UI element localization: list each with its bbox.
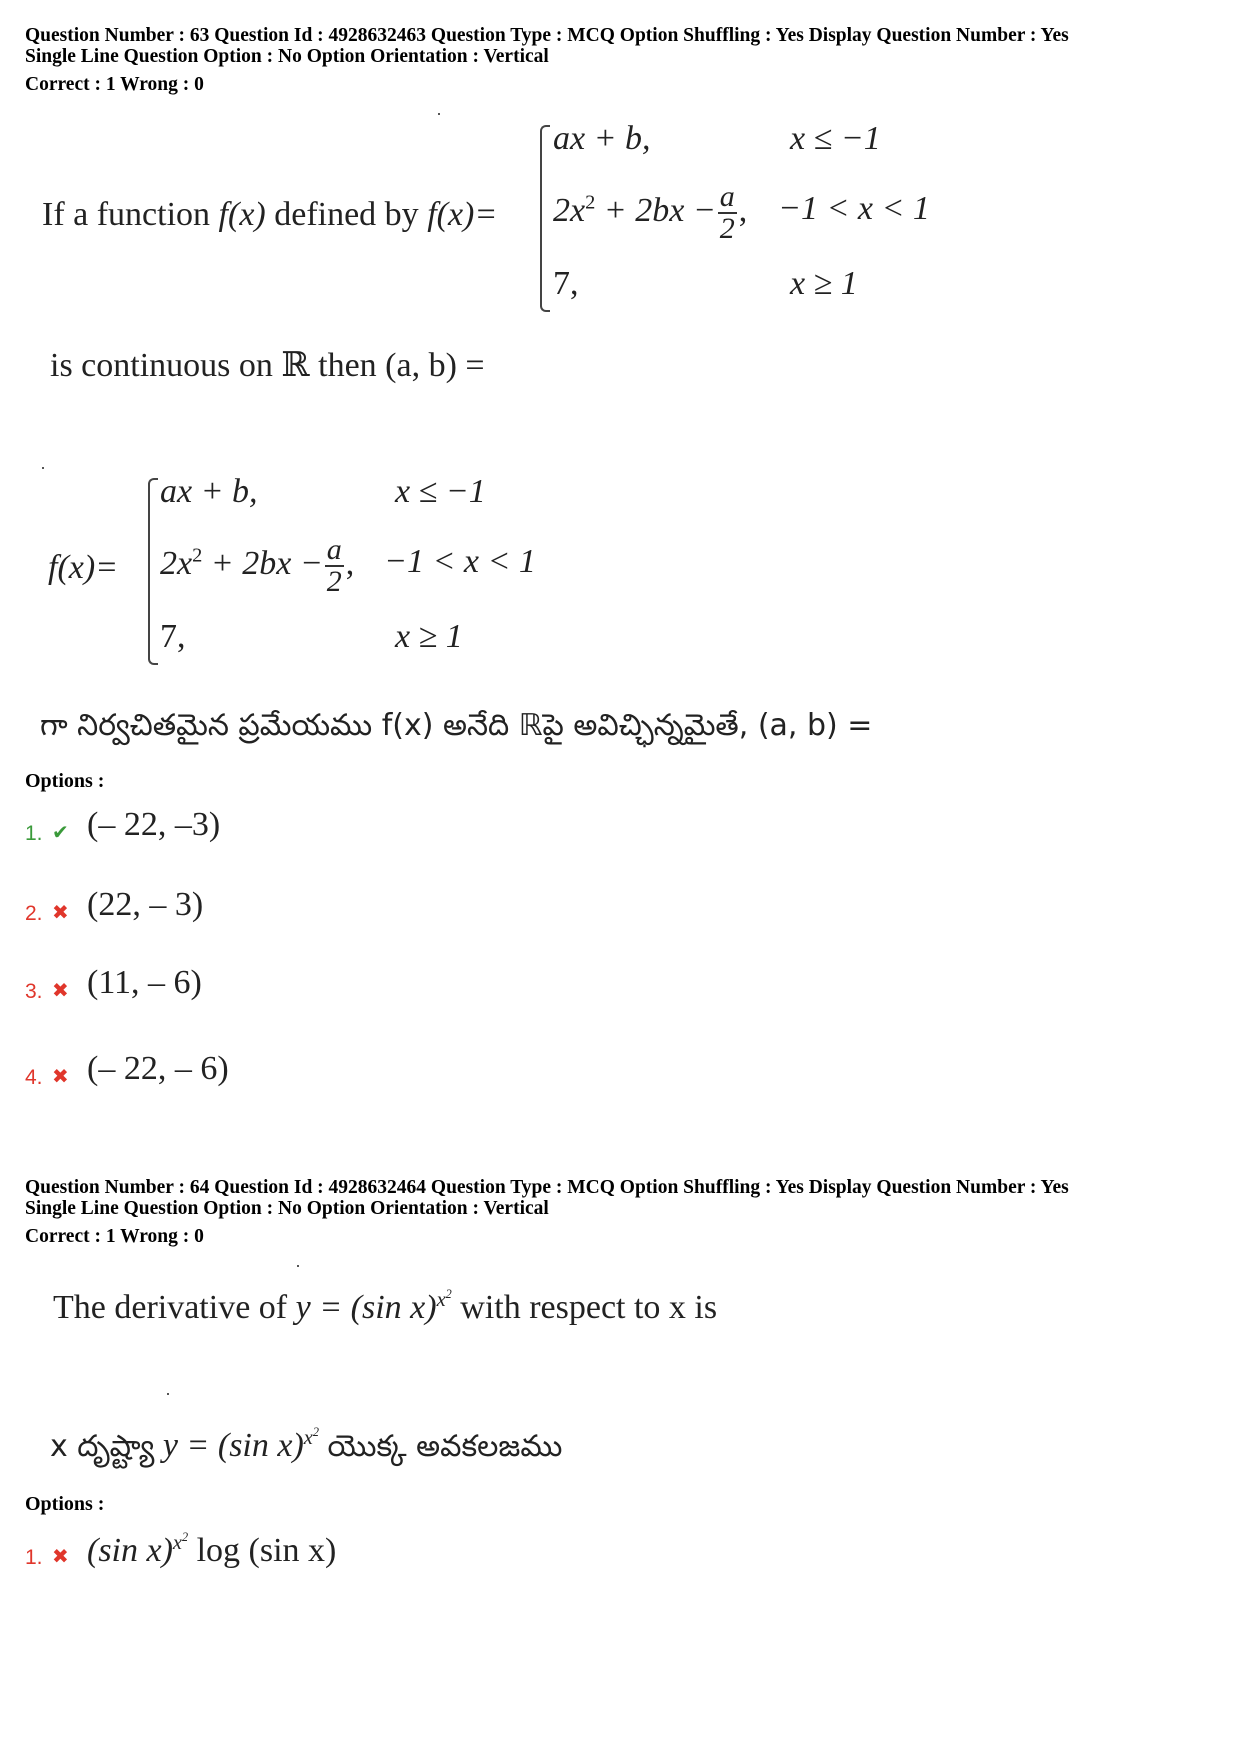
q63-te-case2-cond: −1 < x < 1 <box>384 543 536 580</box>
stray-dot <box>167 1393 169 1395</box>
frac-top: a <box>719 180 735 213</box>
q63-suffix: is continuous on ℝ then (a, b) = <box>50 347 485 384</box>
question-header <box>25 25 1215 95</box>
q64-telugu-prefix: x దృష్ట్యా <box>50 1429 155 1465</box>
q63-case2-expr <box>553 182 747 244</box>
q64-y-expr: y = (sin x) <box>295 1289 437 1327</box>
q63-te-brace <box>148 478 158 665</box>
check-icon: ✔ <box>52 820 69 844</box>
exp-sup: 2 <box>312 1425 319 1439</box>
q63-te-case2-b: + 2bx − <box>202 544 323 582</box>
question-header <box>25 1177 1215 1247</box>
q63-te-case2-sup: 2 <box>192 544 203 567</box>
exp-sup: 2 <box>181 1530 189 1544</box>
option-value: (11, – 6) <box>87 964 202 1001</box>
cross-icon: ✖ <box>52 978 69 1002</box>
header-line-1: Question Number : 63 Question Id : 4928632463 Question Type : MCQ Option Shuffling : Yes Display Question Number : Yes <box>25 25 1069 46</box>
q63-case2-cond: −1 < x < 1 <box>778 190 930 227</box>
value-b: log (sin x) <box>188 1532 337 1570</box>
question-63 <box>25 25 1215 95</box>
q63-te-case1-cond: x ≤ −1 <box>395 473 486 510</box>
q63-te-case2-end: , <box>345 544 355 582</box>
q64-text-prefix: The derivative of <box>53 1289 288 1327</box>
option-number: 1. <box>25 822 43 845</box>
frac-bottom: 2 <box>326 565 342 598</box>
stray-dot <box>42 467 44 469</box>
header-line-2: Single Line Question Option : No Option Orientation : Vertical <box>25 1198 549 1219</box>
option-3[interactable] <box>25 964 325 1004</box>
frac-top: a <box>326 533 342 566</box>
option-number: 2. <box>25 902 43 925</box>
q63-fx-eq: f(x)= <box>427 196 498 233</box>
q63-te-case2-frac <box>325 535 344 597</box>
options-label: Options : <box>25 1493 105 1515</box>
header-line-2: Single Line Question Option : No Option Orientation : Vertical <box>25 46 549 67</box>
option-4[interactable] <box>25 1050 325 1090</box>
option-2[interactable] <box>25 886 325 926</box>
exp-base: x <box>303 1426 313 1449</box>
q64-exponent <box>437 1289 452 1311</box>
q63-case2-frac <box>718 182 737 244</box>
q63-te-case1-expr: ax + b, <box>160 473 258 510</box>
option-value: (– 22, – 6) <box>87 1050 229 1087</box>
stray-dot <box>438 113 440 115</box>
q63-case2-sup: 2 <box>585 191 596 214</box>
q64-text-suffix: with respect to x is <box>460 1289 718 1327</box>
value-a: (sin x) <box>87 1532 173 1570</box>
q63-defined-by: defined by <box>274 196 419 233</box>
option-1[interactable] <box>25 806 325 846</box>
q63-te-fx-eq: f(x)= <box>48 549 119 586</box>
q63-te-case2-a: 2x <box>160 544 193 582</box>
frac-bottom: 2 <box>719 212 735 245</box>
q63-te-case3-expr: 7, <box>160 618 186 655</box>
q63-case2-b: + 2bx − <box>595 191 716 229</box>
correct-wrong: Correct : 1 Wrong : 0 <box>25 74 204 95</box>
q64-telugu-suffix: యొక్క అవకలజము <box>327 1429 563 1465</box>
correct-wrong: Correct : 1 Wrong : 0 <box>25 1226 204 1247</box>
question-64 <box>25 1177 1215 1247</box>
option-number: 4. <box>25 1066 43 1089</box>
q63-case1-expr: ax + b, <box>553 120 651 157</box>
value-exponent <box>173 1532 188 1554</box>
option-value: (22, – 3) <box>87 886 204 923</box>
option-number: 1. <box>25 1546 43 1569</box>
q64-statement <box>53 1287 717 1327</box>
q64-te-exponent <box>304 1427 319 1449</box>
cross-icon: ✖ <box>52 1064 69 1088</box>
q63-te-case2-expr <box>160 535 354 597</box>
cross-icon: ✖ <box>52 900 69 924</box>
q63-te-case3-cond: x ≥ 1 <box>395 618 463 655</box>
q63-text-prefix: If a function <box>42 196 211 233</box>
exp-base: x <box>172 1531 182 1554</box>
q63-case2-end: , <box>738 191 748 229</box>
option-value: (– 22, –3) <box>87 806 221 843</box>
q63-fx: f(x) <box>218 196 266 233</box>
q64-telugu-statement <box>50 1425 562 1471</box>
q63-case2-a: 2x <box>553 191 586 229</box>
exp-sup: 2 <box>445 1287 452 1301</box>
header-line-1: Question Number : 64 Question Id : 4928632464 Question Type : MCQ Option Shuffling : Yes Display Question Number : Yes <box>25 1177 1069 1198</box>
cross-icon: ✖ <box>52 1544 69 1568</box>
stray-dot <box>297 1265 299 1267</box>
q64-te-y-expr: y = (sin x) <box>162 1427 304 1465</box>
q63-brace <box>540 125 550 312</box>
q63-case3-expr: 7, <box>553 265 579 302</box>
q63-case1-cond: x ≤ −1 <box>790 120 881 157</box>
q63-case3-cond: x ≥ 1 <box>790 265 858 302</box>
options-label: Options : <box>25 770 105 792</box>
q63-telugu-text: గా నిర్వచితమైన ప్రమేయము f(x) అనేది ℝపై అవిచ్ఛిన్నమైతే, (a, b) = <box>40 708 873 743</box>
option-number: 3. <box>25 980 43 1003</box>
q63-statement <box>42 196 497 234</box>
option-1[interactable] <box>25 1530 425 1570</box>
option-value <box>87 1530 336 1570</box>
exp-base: x <box>436 1288 446 1311</box>
